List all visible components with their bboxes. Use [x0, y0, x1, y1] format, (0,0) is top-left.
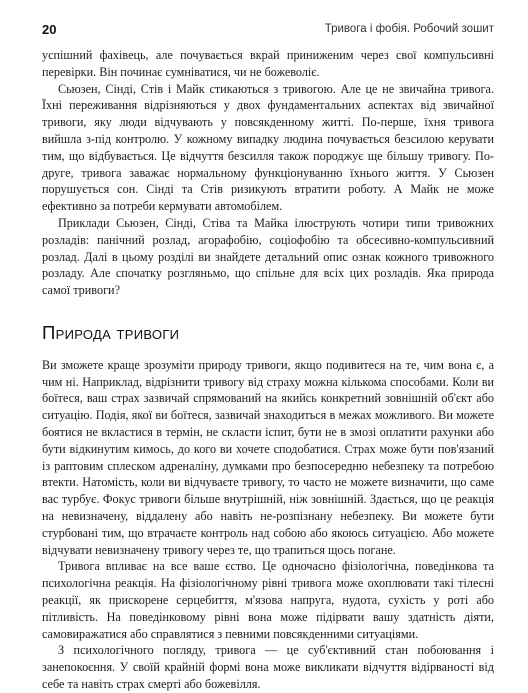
- section-heading: Природа тривоги: [42, 321, 180, 343]
- page-body: [42, 47, 494, 693]
- body-paragraph: Тривога впливає на все ваше єство. Це одночасно фізіологічна, поведінкова та психологічна реакція. На фізіологічному рівні тривога може охоплювати такі тілесні реакції, як прискорене серцебиття, м'язова напруга, нудота, сухість у роті або пітливість. На поведінковому рівні вона може підірвати вашу здатність діяти, самовиражатися або справлятися з певними повсякденними ситуаціями.: [42, 559, 494, 641]
- body-paragraph: Приклади Сьюзен, Сінді, Стіва та Майка ілюструють чотири типи тривожних розладів: панічний розлад, агорафобію, соціофобію та обсесивно-компульсивний розлад. Далі в цьому розділі ви знайдете детальний опис ознак кожного тривожного розладу. Але спочатку розгляньмо, що спільне для всіх цих розладів. Яка природа самої тривоги?: [42, 215, 494, 298]
- body-paragraph: З психологічного погляду, тривога — це суб'єктивний стан побоювання і занепокоєння. У своїй крайній формі вона може викликати відчуття відірваності від себе та навіть страх смерті або божевілля.: [42, 643, 494, 691]
- body-paragraph: Ви зможете краще зрозуміти природу тривоги, якщо подивитеся на те, чим вона є, а чим ні. Наприклад, відрізнити тривогу від страху можна кількома способами. Коли ви боїтеся, ваш страх зазвичай спрямований на якийсь конкретний зовнішній об'єкт або ситуацію. Подія, якої ви боїтеся, зазвичай знаходиться в межах можливого. Ви можете боятися не вкластися в термін, не скласти іспит, бути не в змозі оплатити рахунки або бути відкинутим кимось, до кого ви хочете сподобатися. Страх може бути пов'язаний із раптовим сплеском адреналіну, думками про безпосередню небезпеку та потребою втекти. Натомість, коли ви відчуваєте тривогу, то часто не можете визначити, що саме вас турбує. Фокус тривоги більше внутрішній, ніж зовнішній. Здається, що це реакція на невизначену, віддалену або навіть не-розпізнану небезпеку. Ви можете бути стурбовані тим, що втрачаєте контроль над собою або якоюсь ситуацією. Або можете відчувати невизначену тривогу через те, що трапиться щось погане.: [42, 357, 494, 557]
- body-paragraph: Сьюзен, Сінді, Стів і Майк стикаються з тривогою. Але це не звичайна тривога. Їхні переживання відрізняються у двох фундаментальних аспектах від звичайної тривоги, яку люди відчувають у повсякденному житті. По-перше, їхня тривога вийшла з-під контролю. У кожному випадку людина почувається безсилою керувати тим, що відбувається. Це відчуття безсилля також породжує ще більшу тривогу. По-друге, тривога заважає нормальному функціонуванню їхнього життя. У Сьюзен порушується сон. Сінді та Стів ризикують втратити роботу. А Майк не може ефективно за потреби кермувати автомобілем.: [42, 81, 494, 214]
- body-paragraph: успішний фахівець, але почувається вкрай приниженим через свої компульсивні перевірки. Він починає сумніватися, чи не божеволіє.: [42, 48, 494, 79]
- page-header: [42, 22, 494, 42]
- running-title: Тривога і фобія. Робочий зошит: [324, 23, 494, 35]
- page-number: 20: [42, 22, 57, 37]
